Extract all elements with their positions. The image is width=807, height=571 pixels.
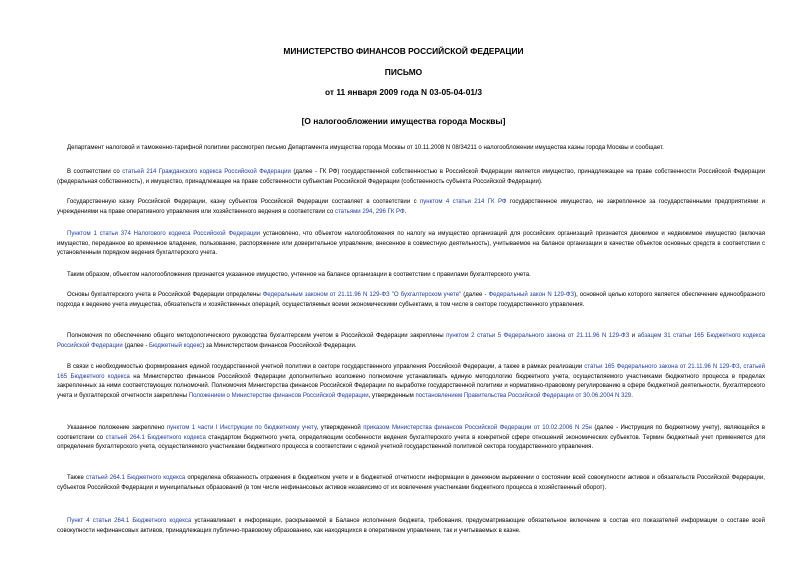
paragraph-text: . bbox=[404, 208, 407, 215]
legal-reference-link[interactable]: Федеральный закон N 129-ФЗ bbox=[488, 292, 575, 298]
paragraph-text: (далее - ГК РФ) государственной собственностью в Российской Федерации является имущество, принадлежащее на праве собственности Российской Федерации (федеральная собственность), и имущество, принадлежащее на праве собственности субъектам Российской Федерации (собственность субъекта Российской Федерации). bbox=[57, 169, 765, 185]
paragraph-text: В соответствии со bbox=[67, 169, 123, 175]
paragraph-text: на Министерство финансов Российской Федерации дополнительно возложено полномочие устанавливать единую методологию бюджетного учета, осуществляемого участниками бюджетного процесса в пределах закрепленных за ними соответствующих полномочий. Полномочия Министерства финансов Российской Федерации по выработке государственной политики и нормативно-правовому регулированию в сфере бюджетной деятельности, бухгалтерского учета и бухгалтерской отчетности закреплены bbox=[57, 373, 765, 399]
legal-reference-link[interactable]: Пунктом 1 статьи 374 Налогового кодекса Российской Федерации bbox=[67, 231, 261, 237]
paragraph-tax-object bbox=[57, 230, 765, 259]
paragraph-methodology-authority bbox=[57, 332, 765, 351]
paragraph-text: определена обязанность отражения в бюджетном учете и в бюджетной отчетности информации в денежном выражении о состоянии всей совокупности активов и обязательств Российской Федерации, субъектов Российской Федерации и муниципальных образований (в том числе нефинансовых активов независимо от их вовлечения участниками бюджетного процесса в хозяйственный оборот). bbox=[57, 475, 765, 491]
legal-reference-link[interactable]: Пункт 4 статьи 264.1 Бюджетного кодекса bbox=[67, 518, 192, 524]
legal-reference-link[interactable]: приказом Министерства финансов Российской Федерации от 10.02.2006 N 25н bbox=[363, 425, 592, 431]
legal-reference-link[interactable]: статьями 294 bbox=[334, 208, 373, 215]
ministry-title: МИНИСТЕРСТВО ФИНАНСОВ РОССИЙСКОЙ ФЕДЕРАЦИИ bbox=[283, 46, 524, 56]
legal-reference-link[interactable]: 296 ГК РФ bbox=[375, 208, 405, 215]
paragraph-text: государственное имущество, не закрепленное за государственными предприятиями и учреждениями на праве оперативного управления или хозяйственного ведения в соответствии со bbox=[57, 199, 765, 215]
paragraph-text: Основы бухгалтерского учета в Российской Федерации определены bbox=[67, 292, 263, 298]
paragraph-conclusion bbox=[57, 271, 765, 281]
paragraph-state-property bbox=[57, 168, 765, 187]
paragraph-accounting-basics bbox=[57, 291, 765, 310]
paragraph-text: . bbox=[631, 392, 633, 399]
paragraph-text: ) за Министерством финансов Российской Федерации. bbox=[202, 342, 357, 349]
document-subject: [О налогообложении имущества города Москвы] bbox=[301, 116, 506, 126]
paragraph-text: Указанное положение закреплено bbox=[67, 425, 167, 431]
legal-reference-link[interactable]: Федеральным законом от 21.11.96 N 129-ФЗ "О бухгалтерском учете" bbox=[262, 292, 462, 298]
paragraph-text: (далее - Инструкция по бюджетному учету), являющейся в соответствии со bbox=[57, 425, 766, 441]
paragraph-text: ), основной целью которого является обеспечение единообразного подхода к ведению учета имущества, обязательств и хозяйственных операций, осуществляемых всеми экономическими субъектами, в том числе в секторе государственного управления. bbox=[57, 292, 766, 308]
paragraph-text: установлено, что объектом налогообложения по налогу на имущество организаций для российских организаций признается движимое и недвижимое имущество (включая имущество, переданное во временное владение, пользование, распоряжение или доверительное управление, внесенное в совместную деятельность), учитываемое на балансе организации в качестве объектов основных средств в соответствии с установленным порядком ведения бухгалтерского учета. bbox=[57, 231, 766, 257]
paragraph-text: и bbox=[629, 333, 638, 339]
document-type: ПИСЬМО bbox=[384, 67, 423, 77]
paragraph-text: Департамент налоговой и таможенно-тарифной политики рассмотрел письмо Департамента имущества города Москвы от 10.11.2008 N 08/34211 о налогообложении имущества казны города Москвы и сообщает. bbox=[67, 145, 664, 151]
paragraph-text: Государственную казну Российской Федерации, казну субъектов Российской Федерации составляет в соответствии с bbox=[67, 199, 420, 205]
legal-reference-link[interactable]: пунктом 1 части I Инструкции по бюджетному учету bbox=[166, 425, 317, 431]
paragraph-text: Также bbox=[67, 475, 87, 481]
legal-reference-link[interactable]: статьей 264.1 Бюджетного кодекса bbox=[105, 434, 206, 441]
paragraph-text: стандартом бюджетного учета, определяющим особенности ведения бухгалтерского учета в конкретной сфере отношений экономических субъектов. Термин бюджетный учет применяется для определения бухгалтерского учета, осуществляемого участниками бюджетного процесса в соответствии с единой учетной государственной политикой сектора государственного управления. bbox=[57, 434, 765, 451]
document-date-number: от 11 января 2009 года N 03-05-04-01/3 bbox=[324, 87, 482, 97]
paragraph-intro bbox=[57, 144, 765, 154]
paragraph-balance-sheet bbox=[57, 517, 765, 536]
paragraph-instruction bbox=[57, 424, 765, 453]
legal-reference-link[interactable]: Бюджетный кодекс bbox=[148, 342, 203, 349]
legal-reference-link[interactable]: статьей 214 Гражданского кодекса Российской Федерации bbox=[122, 169, 291, 175]
paragraph-text: В связи с необходимостью формирования единой государственной учетной политики в секторе государственного управления Российской Федерации, а также в рамках реализации bbox=[67, 364, 585, 370]
paragraph-reporting-duty bbox=[57, 474, 765, 493]
legal-reference-link[interactable]: пунктом 2 статьи 5 Федерального закона от 21.11.96 N 129-ФЗ bbox=[446, 333, 630, 339]
legal-reference-link[interactable]: Положением о Министерстве финансов Российской Федерации bbox=[188, 392, 369, 399]
paragraph-text: Таким образом, объектом налогообложения признается указанное имущество, учтенное на балансе организации в соответствии с правилами бухгалтерского учета. bbox=[67, 272, 531, 278]
paragraph-text: (далее - bbox=[461, 292, 489, 298]
legal-reference-link[interactable]: постановлением Правительства Российской Федерации от 30.06.2004 N 329 bbox=[415, 392, 632, 399]
legal-reference-link[interactable]: пунктом 4 статьи 214 ГК РФ bbox=[419, 199, 507, 205]
paragraph-state-treasury bbox=[57, 198, 765, 217]
paragraph-text: , bbox=[739, 364, 744, 370]
paragraph-text: Полномочия по обеспечению общего методологического руководства бухгалтерским учетом в Российской Федерации закреплены bbox=[67, 333, 447, 339]
paragraph-text: , утвержденной bbox=[316, 425, 364, 431]
legal-reference-link[interactable]: статьи 165 Федерального закона от 21.11.96 N 129-ФЗ bbox=[584, 364, 740, 370]
paragraph-text: (далее - bbox=[122, 342, 149, 349]
legal-reference-link[interactable]: статьей 165 Бюджетного кодекса bbox=[57, 364, 765, 380]
legal-reference-link[interactable]: абзацем 31 статьи 165 Бюджетного кодекса Российской Федерации bbox=[57, 333, 765, 349]
paragraph-text: устанавливает к информации, раскрываемой в Балансе исполнения бюджета, требования, предусматривающие обязательное включение в состав его показателей информации о составе всей совокупности нефинансовых активов, принадлежащих публично-правовому образованию, как находящихся в оперативном управлении, так и учитываемых в казне. bbox=[57, 518, 765, 534]
paragraph-text: , bbox=[372, 208, 376, 215]
legal-reference-link[interactable]: статьей 264.1 Бюджетного кодекса bbox=[86, 475, 186, 481]
paragraph-unified-policy bbox=[57, 363, 765, 401]
paragraph-text: , утвержденным bbox=[368, 392, 416, 399]
